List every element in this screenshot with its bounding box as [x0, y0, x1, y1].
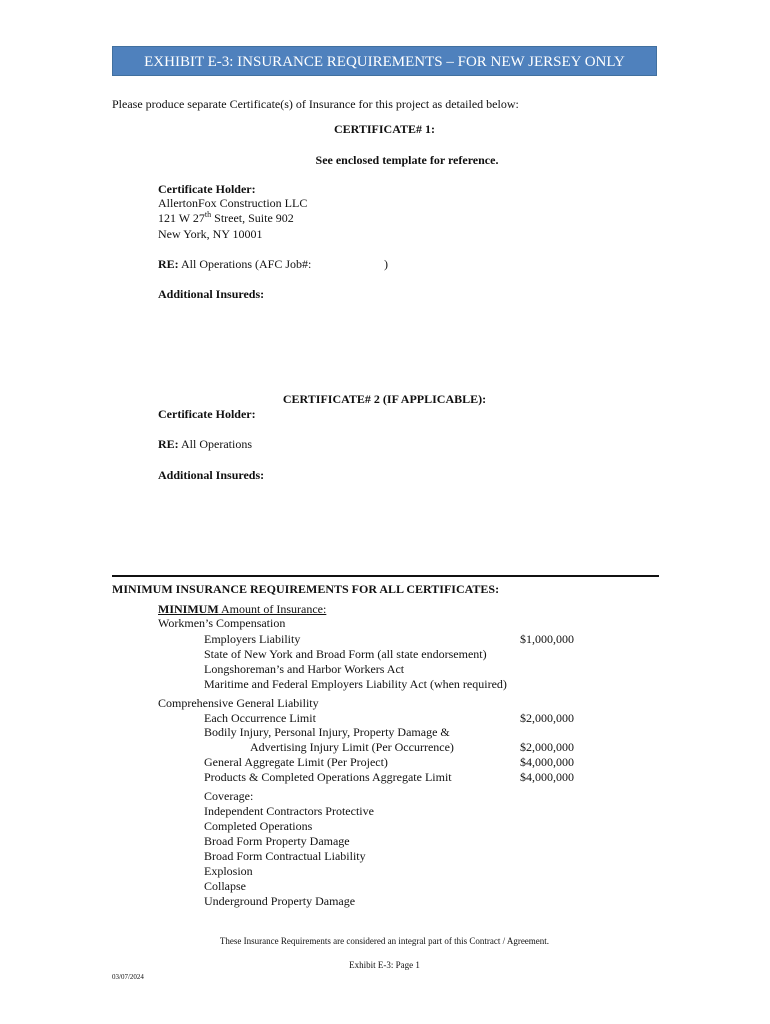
cert1-address-line1: 121 W 27th Street, Suite 902	[158, 210, 294, 225]
each-occurrence-amount: $2,000,000	[520, 711, 574, 725]
coverage-item: Underground Property Damage	[204, 894, 356, 908]
coverage-label: Coverage:	[204, 789, 254, 803]
bodily-injury-line1: Bodily Injury, Personal Injury, Property Damage &	[204, 725, 450, 739]
coverage-item: Completed Operations	[204, 819, 313, 833]
cert2-additional-insureds-label: Additional Insureds:	[158, 468, 265, 482]
general-aggregate-amount: $4,000,000	[520, 755, 574, 769]
footer-date: 03/07/2024	[112, 973, 144, 981]
intro-text: Please produce separate Certificate(s) of Insurance for this project as detailed below:	[112, 97, 519, 111]
coverage-item: Explosion	[204, 864, 253, 878]
section-divider	[112, 575, 659, 577]
coverage-item: Independent Contractors Protective	[204, 804, 374, 818]
products-completed-ops-amount: $4,000,000	[520, 770, 574, 784]
bodily-injury-line2: Advertising Injury Limit (Per Occurrence)	[250, 740, 454, 754]
employers-liability-amount: $1,000,000	[520, 632, 574, 646]
bodily-injury-amount: $2,000,000	[520, 740, 574, 754]
cert1-heading: CERTIFICATE# 1:	[333, 122, 436, 136]
general-aggregate: General Aggregate Limit (Per Project)	[204, 755, 388, 769]
cert2-heading: CERTIFICATE# 2 (IF APPLICABLE):	[282, 392, 487, 406]
exhibit-title-banner: EXHIBIT E-3: INSURANCE REQUIREMENTS – FOR NEW JERSEY ONLY	[112, 46, 657, 76]
each-occurrence: Each Occurrence Limit	[204, 711, 316, 725]
cert1-re-close: )	[384, 257, 388, 271]
workmens-line3: Longshoreman’s and Harbor Workers Act	[204, 662, 405, 676]
cert1-additional-insureds-label: Additional Insureds:	[158, 287, 265, 301]
cert1-re-line: RE: All Operations (AFC Job#:	[158, 257, 312, 271]
workmens-line4: Maritime and Federal Employers Liability Act (when required)	[204, 677, 507, 691]
page-label: Exhibit E-3: Page 1	[349, 960, 420, 970]
cgl-title: Comprehensive General Liability	[158, 696, 319, 710]
coverage-item: Collapse	[204, 879, 246, 893]
workmens-comp-title: Workmen’s Compensation	[158, 616, 286, 630]
integral-note: These Insurance Requirements are considered an integral part of this Contract / Agreement.	[219, 936, 550, 946]
coverage-item: Broad Form Property Damage	[204, 834, 350, 848]
cert1-holder-name: AllertonFox Construction LLC	[158, 196, 308, 210]
cert2-holder-label: Certificate Holder:	[158, 407, 256, 421]
workmens-line2: State of New York and Broad Form (all state endorsement)	[204, 647, 487, 661]
employers-liability: Employers Liability	[204, 632, 301, 646]
products-completed-ops: Products & Completed Operations Aggregate Limit	[204, 770, 452, 784]
requirements-heading: MINIMUM INSURANCE REQUIREMENTS FOR ALL CERTIFICATES:	[112, 582, 500, 596]
cert1-address-line2: New York, NY 10001	[158, 227, 263, 241]
requirements-subheading: MINIMUM Amount of Insurance:	[158, 602, 327, 616]
cert1-template-note: See enclosed template for reference.	[315, 153, 499, 167]
cert2-re-line: RE: All Operations	[158, 437, 252, 451]
cert1-holder-label: Certificate Holder:	[158, 182, 256, 196]
coverage-item: Broad Form Contractual Liability	[204, 849, 366, 863]
